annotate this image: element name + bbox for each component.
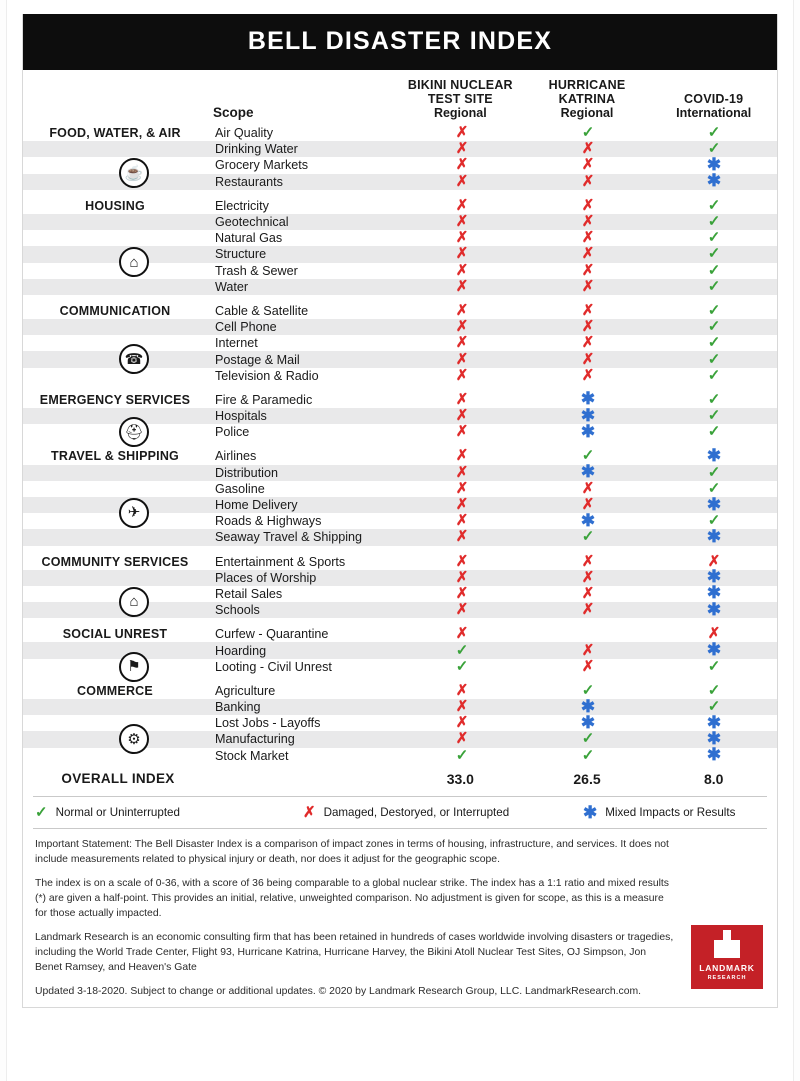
community-building-icon: ⌂: [119, 587, 149, 617]
index-sheet: [22, 14, 778, 1008]
check-icon: ✓: [707, 423, 721, 441]
scope-label: Drinking Water: [215, 142, 298, 157]
logo-line-1: LANDMARK: [699, 963, 755, 974]
check-icon: ✓: [707, 681, 721, 699]
status-cell: [399, 173, 525, 191]
legend: [23, 797, 777, 828]
cross-icon: ✗: [455, 496, 469, 514]
check-icon: ✓: [707, 479, 721, 497]
scope-label: Structure: [215, 247, 267, 262]
status-cell: [525, 747, 651, 765]
check-icon: ✓: [707, 390, 721, 408]
table-row: [23, 319, 777, 335]
asterisk-icon: ✱: [706, 728, 722, 748]
status-cell: [651, 658, 777, 676]
cross-icon: ✗: [581, 301, 595, 319]
asterisk-icon: ✱: [706, 712, 722, 732]
check-icon: ✓: [707, 657, 721, 675]
category-group: [23, 683, 777, 764]
table-row: [23, 303, 777, 319]
check-icon: ✓: [707, 512, 721, 530]
table-row: [23, 198, 777, 214]
cross-icon: ✗: [455, 681, 469, 699]
check-icon: ✓: [581, 746, 595, 764]
scope-label: Television & Radio: [215, 368, 319, 383]
page-title: BELL DISASTER INDEX: [23, 14, 777, 70]
asterisk-icon: ✱: [580, 405, 596, 425]
asterisk-icon: ✱: [580, 696, 596, 716]
cross-icon: ✗: [455, 156, 469, 174]
cross-icon: ✗: [455, 423, 469, 441]
asterisk-icon: ✱: [706, 583, 722, 603]
emergency-vehicle-icon: ⛑: [119, 417, 149, 447]
cross-icon: ✗: [455, 213, 469, 231]
cross-icon: ✗: [581, 318, 595, 336]
table-row: [23, 445, 777, 465]
check-icon: ✓: [35, 803, 48, 821]
status-cell: [651, 423, 777, 441]
legend-label-normal: Normal or Uninterrupted: [55, 805, 180, 819]
status-cell: [525, 601, 651, 619]
cross-icon: ✗: [581, 584, 595, 602]
scope-label: Internet: [215, 336, 258, 351]
table-row: [23, 696, 777, 716]
scope-label: Gasoline: [215, 481, 265, 496]
page-left-margin: [0, 0, 7, 1081]
scope-label: Hoarding: [215, 643, 267, 658]
scope-label: Retail Sales: [215, 586, 283, 601]
category-label: TRAVEL & SHIPPING: [51, 449, 179, 464]
disaster-column-header-3: [650, 92, 777, 121]
cross-icon: ✗: [455, 698, 469, 716]
status-cell: [399, 747, 525, 765]
cross-icon: ✗: [455, 584, 469, 602]
food-water-air-icon: ☕: [119, 158, 149, 188]
scope-label: Home Delivery: [215, 498, 298, 513]
category-group: [23, 303, 777, 384]
cross-icon: ✗: [455, 366, 469, 384]
cross-icon: ✗: [455, 528, 469, 546]
check-icon: ✓: [707, 463, 721, 481]
cross-icon: ✗: [581, 552, 595, 570]
disaster-column-header-1: [397, 78, 524, 121]
scope-label: Schools: [215, 603, 260, 618]
index-table-body: [23, 125, 777, 764]
category-label: HOUSING: [85, 198, 145, 213]
check-icon: ✓: [707, 350, 721, 368]
table-row: [23, 481, 777, 497]
category-group: [23, 198, 777, 295]
asterisk-icon: ✱: [706, 640, 722, 660]
legend-item-normal: [35, 805, 303, 820]
table-row: [23, 230, 777, 246]
cross-icon: ✗: [303, 803, 316, 821]
commerce-icon: ⚙: [119, 724, 149, 754]
cross-icon: ✗: [455, 512, 469, 530]
scope-label: Airlines: [215, 449, 257, 464]
overall-index-label: OVERALL INDEX: [61, 771, 175, 787]
cross-icon: ✗: [455, 124, 469, 142]
check-icon: ✓: [707, 261, 721, 279]
status-cell: [525, 658, 651, 676]
asterisk-icon: ✱: [580, 462, 596, 482]
check-icon: ✓: [707, 229, 721, 247]
housing-icon: ⌂: [119, 247, 149, 277]
check-icon: ✓: [707, 407, 721, 425]
status-cell: [399, 601, 525, 619]
cross-icon: ✗: [581, 334, 595, 352]
cross-icon: ✗: [455, 390, 469, 408]
status-cell: [525, 528, 651, 546]
cross-icon: ✗: [581, 172, 595, 190]
check-icon: ✓: [707, 698, 721, 716]
scope-label: Geotechnical: [215, 215, 289, 230]
cross-icon: ✗: [455, 245, 469, 263]
footnote-scale: The index is on a scale of 0-36, with a score of 36 being comparable to a global nuclear strike. The index has a 1:1 ratio and mixed results (*) are given a half-point. This provides an initial, relative, unweighted comparison. No adjustment is given for scope, as this is a measure for those actually impacted.: [35, 877, 669, 920]
disaster-scope-2: Regional: [560, 106, 614, 120]
cross-icon: ✗: [455, 277, 469, 295]
table-row: [23, 554, 777, 570]
disaster-scope-1: Regional: [433, 106, 487, 120]
check-icon: ✓: [455, 657, 469, 675]
check-icon: ✓: [707, 213, 721, 231]
scope-label: Distribution: [215, 465, 278, 480]
cross-icon: ✗: [581, 601, 595, 619]
legend-label-damaged: Damaged, Destoryed, or Interrupted: [323, 805, 510, 819]
table-row: [23, 526, 777, 546]
check-icon: ✓: [455, 641, 469, 659]
cross-icon: ✗: [581, 156, 595, 174]
status-cell: [651, 172, 777, 191]
cross-icon: ✗: [455, 196, 469, 214]
scope-label: Air Quality: [215, 126, 274, 141]
scope-label: Hospitals: [215, 409, 267, 424]
scope-label: Entertainment & Sports: [215, 554, 346, 569]
check-icon: ✓: [707, 245, 721, 263]
check-icon: ✓: [581, 681, 595, 699]
cross-icon: ✗: [455, 229, 469, 247]
check-icon: ✓: [581, 528, 595, 546]
asterisk-icon: ✱: [583, 802, 598, 822]
scope-label: Manufacturing: [215, 732, 295, 747]
category-label: COMMUNITY SERVICES: [41, 554, 189, 569]
page-right-margin: [793, 0, 800, 1081]
footnote-copyright: Updated 3-18-2020. Subject to change or additional updates. © 2020 by Landmark Research Group, LLC. LandmarkResearch.com.: [35, 986, 642, 998]
status-cell: [399, 278, 525, 296]
cross-icon: ✗: [581, 245, 595, 263]
table-row: [23, 214, 777, 230]
asterisk-icon: ✱: [580, 712, 596, 732]
overall-index-value-1: 33.0: [446, 770, 474, 787]
social-unrest-icon: ⚑: [119, 652, 149, 682]
cross-icon: ✗: [455, 140, 469, 158]
category-label: COMMUNICATION: [59, 303, 171, 318]
check-icon: ✓: [455, 746, 469, 764]
telephone-icon: ☎: [119, 344, 149, 374]
check-icon: ✓: [707, 196, 721, 214]
asterisk-icon: ✱: [706, 745, 722, 765]
category-group: [23, 389, 777, 441]
legend-item-damaged: [303, 805, 583, 820]
category-label: FOOD, WATER, & AIR: [49, 126, 181, 141]
scope-label: Postage & Mail: [215, 352, 300, 367]
overall-index-row: [23, 766, 777, 792]
scope-label: Fire & Paramedic: [215, 392, 313, 407]
scope-label: Grocery Markets: [215, 158, 309, 173]
cross-icon: ✗: [455, 407, 469, 425]
scope-label: Roads & Highways: [215, 514, 322, 529]
legend-label-mixed: Mixed Impacts or Results: [605, 805, 736, 819]
asterisk-icon: ✱: [706, 445, 722, 465]
landmark-research-logo: [691, 925, 763, 989]
scope-column-header: Scope: [213, 105, 254, 120]
cross-icon: ✗: [455, 350, 469, 368]
status-cell: [651, 601, 777, 620]
check-icon: ✓: [707, 124, 721, 142]
check-icon: ✓: [707, 318, 721, 336]
category-label: EMERGENCY SERVICES: [39, 392, 191, 407]
scope-label: Curfew - Quarantine: [215, 627, 329, 642]
scope-label: Police: [215, 425, 250, 440]
scope-label: Agriculture: [215, 683, 276, 698]
scope-label: Banking: [215, 700, 261, 715]
status-cell: [525, 367, 651, 385]
cross-icon: ✗: [581, 350, 595, 368]
cross-icon: ✗: [581, 196, 595, 214]
disaster-scope-3: International: [676, 106, 752, 120]
table-row: [23, 141, 777, 157]
scope-label: Electricity: [215, 198, 269, 213]
scope-label: Seaway Travel & Shipping: [215, 530, 363, 545]
scope-label: Stock Market: [215, 748, 289, 763]
cross-icon: ✗: [455, 479, 469, 497]
footnote-about-firm: Landmark Research is an economic consulting firm that has been retained in hundreds of cases worldwide involving disasters or tragedies, including the World Trade Center, Flight 93, Hurricane Katrina, Hurricane Harvey, the Bikini Atoll Nuclear Test Sites, OJ Simpson, Jon Benet Ramsey, and Heaven's Gate: [35, 932, 674, 974]
asterisk-icon: ✱: [706, 154, 722, 174]
check-icon: ✓: [581, 447, 595, 465]
cross-icon: ✗: [581, 568, 595, 586]
status-cell: [651, 367, 777, 385]
cross-icon: ✗: [455, 261, 469, 279]
asterisk-icon: ✱: [580, 421, 596, 441]
scope-label: Natural Gas: [215, 231, 283, 246]
cross-icon: ✗: [455, 568, 469, 586]
table-row: [23, 567, 777, 587]
cross-icon: ✗: [455, 552, 469, 570]
scope-label: Cable & Satellite: [215, 303, 309, 318]
status-cell: [651, 528, 777, 547]
asterisk-icon: ✱: [706, 567, 722, 587]
building-icon: [714, 930, 740, 958]
scope-label: Trash & Sewer: [215, 263, 298, 278]
scope-label: Restaurants: [215, 174, 283, 189]
check-icon: ✓: [707, 140, 721, 158]
table-row: [23, 125, 777, 141]
scope-label: Cell Phone: [215, 320, 277, 335]
cross-icon: ✗: [581, 657, 595, 675]
category-group: [23, 554, 777, 619]
overall-index-value-3: 8.0: [703, 770, 724, 787]
disaster-name-1: BIKINI NUCLEAR TEST SITE: [407, 78, 513, 106]
category-label: SOCIAL UNREST: [62, 627, 168, 642]
cross-icon: ✗: [581, 277, 595, 295]
cross-icon: ✗: [455, 318, 469, 336]
cross-icon: ✗: [455, 601, 469, 619]
asterisk-icon: ✱: [580, 389, 596, 409]
table-row: [23, 626, 777, 642]
cross-icon: ✗: [581, 229, 595, 247]
category-label: COMMERCE: [77, 683, 153, 698]
cross-icon: ✗: [581, 366, 595, 384]
cross-icon: ✗: [581, 213, 595, 231]
status-cell: [525, 173, 651, 191]
scope-label: Water: [215, 279, 249, 294]
cross-icon: ✗: [455, 334, 469, 352]
disaster-column-header-2: [524, 78, 651, 121]
asterisk-icon: ✱: [706, 494, 722, 514]
asterisk-icon: ✱: [706, 526, 722, 546]
status-cell: [399, 528, 525, 546]
footnote-important-statement: Important Statement: The Bell Disaster Index is a comparison of impact zones in terms of housing, infrastructure, and services. It does not include measurements related to physical injury or death, nor does it adjust for the geographic scope.: [35, 838, 669, 865]
table-column-headers: [23, 70, 777, 125]
check-icon: ✓: [707, 277, 721, 295]
table-row: [23, 389, 777, 409]
legend-item-mixed: [583, 804, 735, 821]
table-row: [23, 279, 777, 295]
cross-icon: ✗: [455, 714, 469, 732]
check-icon: ✓: [707, 301, 721, 319]
status-cell: [651, 746, 777, 765]
asterisk-icon: ✱: [580, 510, 596, 530]
category-group: [23, 445, 777, 546]
scope-label: Places of Worship: [215, 570, 317, 585]
cross-icon: ✗: [707, 552, 721, 570]
cross-icon: ✗: [707, 625, 721, 643]
overall-index-value-2: 26.5: [573, 770, 601, 787]
status-cell: [525, 423, 651, 442]
cross-icon: ✗: [455, 447, 469, 465]
cross-icon: ✗: [581, 479, 595, 497]
cross-icon: ✗: [581, 496, 595, 514]
check-icon: ✓: [707, 334, 721, 352]
cross-icon: ✗: [455, 172, 469, 190]
cross-icon: ✗: [581, 140, 595, 158]
cross-icon: ✗: [581, 261, 595, 279]
category-group: [23, 626, 777, 675]
check-icon: ✓: [581, 124, 595, 142]
travel-shipping-icon: ✈: [119, 498, 149, 528]
status-cell: [651, 278, 777, 296]
cross-icon: ✗: [581, 641, 595, 659]
check-icon: ✓: [581, 730, 595, 748]
footnotes: [23, 829, 777, 1008]
status-cell: [399, 423, 525, 441]
status-cell: [525, 278, 651, 296]
cross-icon: ✗: [455, 463, 469, 481]
status-cell: [399, 367, 525, 385]
scope-label: Looting - Civil Unrest: [215, 659, 332, 674]
status-cell: [399, 658, 525, 676]
disaster-name-2: HURRICANE KATRINA: [548, 78, 626, 106]
asterisk-icon: ✱: [706, 171, 722, 191]
category-group: [23, 125, 777, 190]
table-row: [23, 462, 777, 482]
disaster-name-3: COVID-19: [684, 92, 744, 106]
cross-icon: ✗: [455, 301, 469, 319]
logo-line-2: RESEARCH: [707, 975, 747, 982]
scope-label: Lost Jobs - Layoffs: [215, 716, 321, 731]
cross-icon: ✗: [455, 730, 469, 748]
table-row: [23, 683, 777, 699]
cross-icon: ✗: [455, 625, 469, 643]
check-icon: ✓: [707, 366, 721, 384]
asterisk-icon: ✱: [706, 599, 722, 619]
